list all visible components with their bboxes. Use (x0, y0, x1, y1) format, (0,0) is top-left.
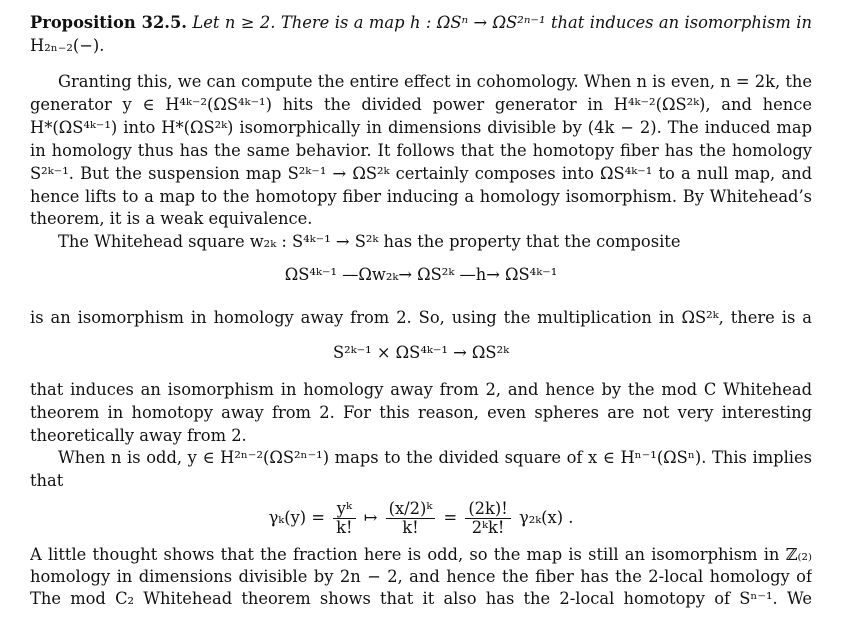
fraction (386, 500, 436, 537)
equals-symbol: = (443, 508, 458, 527)
text-line: H₂ₙ₋₂(−). (30, 36, 105, 55)
text-line: is an isomorphism in homology away from 2. So, using the multiplication in ΩS²ᵏ, there is a (30, 308, 812, 327)
display-equation-divided-power (30, 496, 812, 540)
text-line: generator y ∈ H⁴ᵏ⁻²(ΩS⁴ᵏ⁻¹) hits the divided power generator in H⁴ᵏ⁻²(ΩS²ᵏ), and hence (30, 95, 812, 114)
mapsto-symbol: ↦ (363, 508, 378, 527)
text-line: theorem in homotopy away from 2. For this reason, even spheres are not very interesting (30, 403, 812, 422)
fraction-numerator: yᵏ (333, 500, 355, 519)
fraction (333, 500, 355, 537)
text-line: theoretically away from 2. (30, 426, 247, 445)
text-line: hence lifts to a map to the homotopy fiber inducing a homology isomorphism. By Whitehead’s (30, 187, 812, 206)
proposition-text: Let n ≥ 2. There is a map h : ΩSⁿ → ΩS²ⁿ⁻¹ that induces an isomorphism in (192, 13, 812, 32)
eq-tail: γ₂ₖ(x) . (518, 508, 574, 527)
text-line: in homology thus has the same behavior. It follows that the homotopy fiber has the homology (30, 141, 812, 160)
text-line: H*(ΩS⁴ᵏ⁻¹) into H*(ΩS²ᵏ) isomorphically in dimensions divisible by (4k − 2). The induced map (30, 118, 812, 137)
text-line: homology in dimensions divisible by 2n − 2, and hence the fiber has the 2-local homology of (30, 567, 812, 586)
fraction-denominator: k! (336, 518, 353, 537)
text-line: The mod C₂ Whitehead theorem shows that it also has the 2-local homotopy of Sⁿ⁻¹. We (30, 589, 812, 608)
text-line: Granting this, we can compute the entire effect in cohomology. When n is even, n = 2k, the (58, 72, 812, 91)
proposition-heading: Proposition 32.5. (30, 13, 187, 32)
display-equation-product-map: S²ᵏ⁻¹ × ΩS⁴ᵏ⁻¹ → ΩS²ᵏ (332, 343, 510, 362)
text-line: The Whitehead square w₂ₖ : S⁴ᵏ⁻¹ → S²ᵏ has the property that the composite (58, 232, 681, 251)
fraction (465, 500, 510, 537)
fraction-denominator: 2ᵏk! (471, 518, 505, 537)
fraction-numerator: (x/2)ᵏ (386, 500, 436, 519)
text-line: S²ᵏ⁻¹. But the suspension map S²ᵏ⁻¹ → ΩS²ᵏ certainly composes into ΩS⁴ᵏ⁻¹ to a null map, and (30, 164, 812, 183)
text-line: that induces an isomorphism in homology away from 2, and hence by the mod C Whitehead (30, 380, 812, 399)
display-equation-composite: ΩS⁴ᵏ⁻¹ —Ωw₂ₖ→ ΩS²ᵏ —h→ ΩS⁴ᵏ⁻¹ (284, 265, 558, 284)
text-line: A little thought shows that the fraction here is odd, so the map is still an isomorphism in ℤ₍₂₎ (30, 545, 812, 564)
proposition-statement (30, 12, 812, 34)
text-line: When n is odd, y ∈ H²ⁿ⁻²(ΩS²ⁿ⁻¹) maps to the divided square of x ∈ Hⁿ⁻¹(ΩSⁿ). This implies (58, 448, 812, 467)
eq-lhs: γₖ(y) = (268, 508, 325, 527)
text-line: that (30, 471, 64, 490)
text-line: theorem, it is a weak equivalence. (30, 209, 313, 228)
fraction-numerator: (2k)! (465, 500, 510, 519)
fraction-denominator: k! (402, 518, 419, 537)
